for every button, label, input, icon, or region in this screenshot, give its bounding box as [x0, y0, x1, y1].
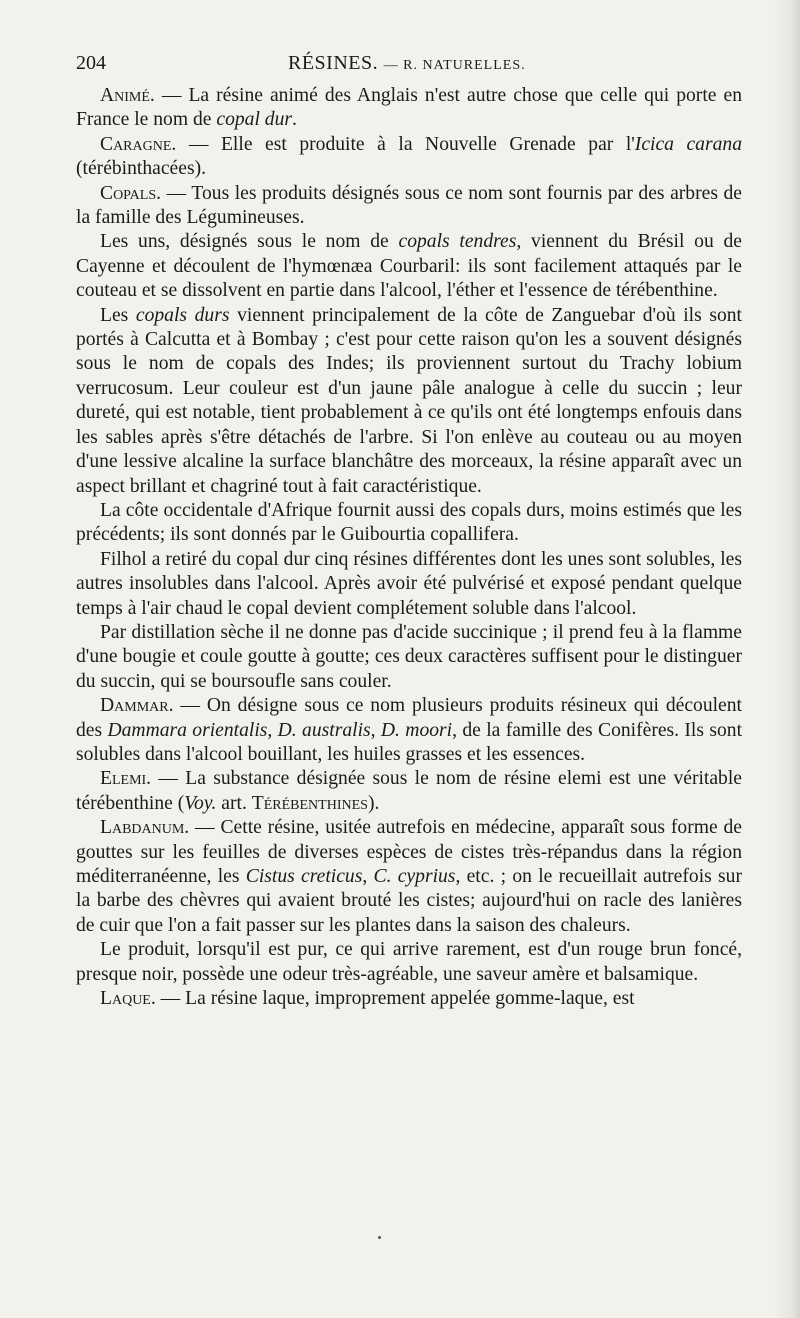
paragraph-text: , etc. ; on le recueillait autrefois sur la barbe des chèvres qui avaient brouté les cistes; aujourd'hui on racle des lanières de cuir que l'on a fait passer sur les plantes dans la saison des chaleurs.: [76, 866, 742, 936]
paragraph-text: — Tous les produits désignés sous ce nom sont fournis par des arbres de la famille des Légumineuses.: [76, 182, 742, 229]
paragraph: La côte occidentale d'Afrique fournit aussi des copals durs, moins estimés que les précédents; ils sont donnés par le Guibourtia copallifera.: [76, 499, 742, 546]
paragraph-text: , de la famille des Conifères. Ils sont solubles dans l'alcool bouillant, les huiles grasses et les essences.: [76, 719, 743, 765]
italic-term: Cistus creticus: [245, 866, 363, 887]
italic-term: Voy.: [184, 792, 217, 814]
italic-term: C. cyprius: [373, 866, 456, 887]
entry-term: Elemi.: [100, 768, 152, 790]
entry-elemi: [76, 767, 742, 816]
running-head: [76, 44, 742, 84]
italic-term: Icica carana: [634, 133, 742, 155]
entry-term: Animé.: [100, 85, 155, 106]
paragraph-text: — La résine animé des Anglais n'est autre chose que celle qui porte en France le nom de: [76, 85, 742, 131]
paragraph-text: art.: [216, 792, 252, 814]
entry-term: Labdanum.: [100, 817, 190, 839]
paragraph: Filhol a retiré du copal dur cinq résines différentes dont les unes sont solubles, les autres insolubles dans l'alcool. Après avoir été pulvérisé et exposé pendant quelque temps à l'air chaud le copal devient complétement soluble dans l'alcool.: [76, 548, 742, 619]
paragraph-text: — La substance désignée sous le nom de résine elemi est une véritable térébenthine (: [76, 768, 742, 814]
page-number: 204: [76, 52, 106, 74]
entry-term: Caragne.: [100, 133, 177, 155]
paragraph-text: Les: [100, 304, 136, 326]
italic-term: D. moori: [380, 719, 453, 741]
paragraph-text: ).: [367, 792, 380, 814]
paragraph-text: ,: [370, 719, 381, 741]
italic-term: copals tendres: [398, 231, 517, 253]
print-mark: [378, 1236, 381, 1239]
italic-term: copal dur: [216, 109, 293, 131]
italic-term: D. australis: [277, 719, 371, 741]
entry-caragne: [76, 133, 742, 182]
entry-laque: [76, 987, 742, 1011]
paragraph-text: — La résine laque, improprement appelée gomme-laque, est: [155, 988, 635, 1010]
paragraph: Le produit, lorsqu'il est pur, ce qui arrive rarement, est d'un rouge brun foncé, presque noir, possède une odeur très-agréable, une saveur amère et balsamique.: [76, 939, 742, 985]
running-title: [288, 52, 526, 75]
running-title-main: RÉSINES.: [288, 52, 379, 74]
entry-term: Dammar.: [100, 695, 174, 717]
paragraph-text: — On désigne sous ce nom plusieurs produits résineux qui découlent des: [76, 695, 742, 741]
entry-term: Copals.: [100, 182, 162, 204]
paragraph-text: ,: [267, 719, 278, 741]
entry-term: Laque.: [100, 988, 156, 1010]
paragraph: [76, 230, 742, 303]
running-title-sub: — R. NATURELLES.: [383, 58, 526, 73]
paragraph-text: Les uns, désignés sous le nom de: [100, 231, 399, 253]
entry-dammar: [76, 694, 742, 767]
paragraph-text: — Cette résine, usitée autrefois en médecine, apparaît sous forme de gouttes sur les feuilles de diverses espèces de cistes très-répandus dans la région méditerranéenne, les: [76, 817, 742, 887]
entry-copals: [76, 182, 742, 231]
paragraph-text: viennent principalement de la côte de Zanguebar d'où ils sont portés à Calcutta et à Bombay ; c'est pour cette raison qu'on les a souvent désignés sous le nom de copals des Indes; ils proviennent surtout du Trachy lobium verrucosum. Leur couleur est d'un jaune pâle analogue à celle du succin ; leur dureté, qui est notable, tient probablement à ce qu'ils ont été longtemps enfouis dans les sables après s'être détachés de l'arbre. Si l'on enlève au couteau ou au moyen d'une lessive alcaline la surface blanchâtre des morceaux, la résine apparaît avec un aspect brillant et chagriné tout à fait caractéristique.: [76, 304, 742, 497]
page-edge-shadow: [772, 0, 800, 1318]
italic-term: copals durs: [135, 304, 230, 326]
book-page: [76, 44, 742, 1011]
entry-labdanum: [76, 816, 742, 938]
paragraph-text: .: [292, 109, 297, 131]
body-text: [76, 84, 742, 1011]
paragraph: [76, 304, 742, 499]
paragraph: Par distillation sèche il ne donne pas d'acide succinique ; il prend feu à la flamme d'une bougie et coule goutte à goutte; ces deux caractères suffisent pour le distinguer du succin, qui se boursoufle sans couler.: [76, 621, 742, 692]
paragraph-text: (térébinthacées).: [76, 158, 206, 180]
paragraph-text: ,: [362, 866, 374, 887]
paragraph-text: — Elle est produite à la Nouvelle Grenade par l': [176, 133, 635, 155]
cross-reference: Térébenthines: [251, 792, 368, 814]
entry-anime: [76, 84, 742, 133]
italic-term: Dammara orientalis: [107, 719, 268, 741]
paragraph-text: , viennent du Brésil ou de Cayenne et découlent de l'hymœnæa Courbaril: ils sont facilement attaqués par le couteau et se dissolvent en partie dans l'alcool, l'éther et l'essence de térébenthine.: [76, 231, 743, 302]
